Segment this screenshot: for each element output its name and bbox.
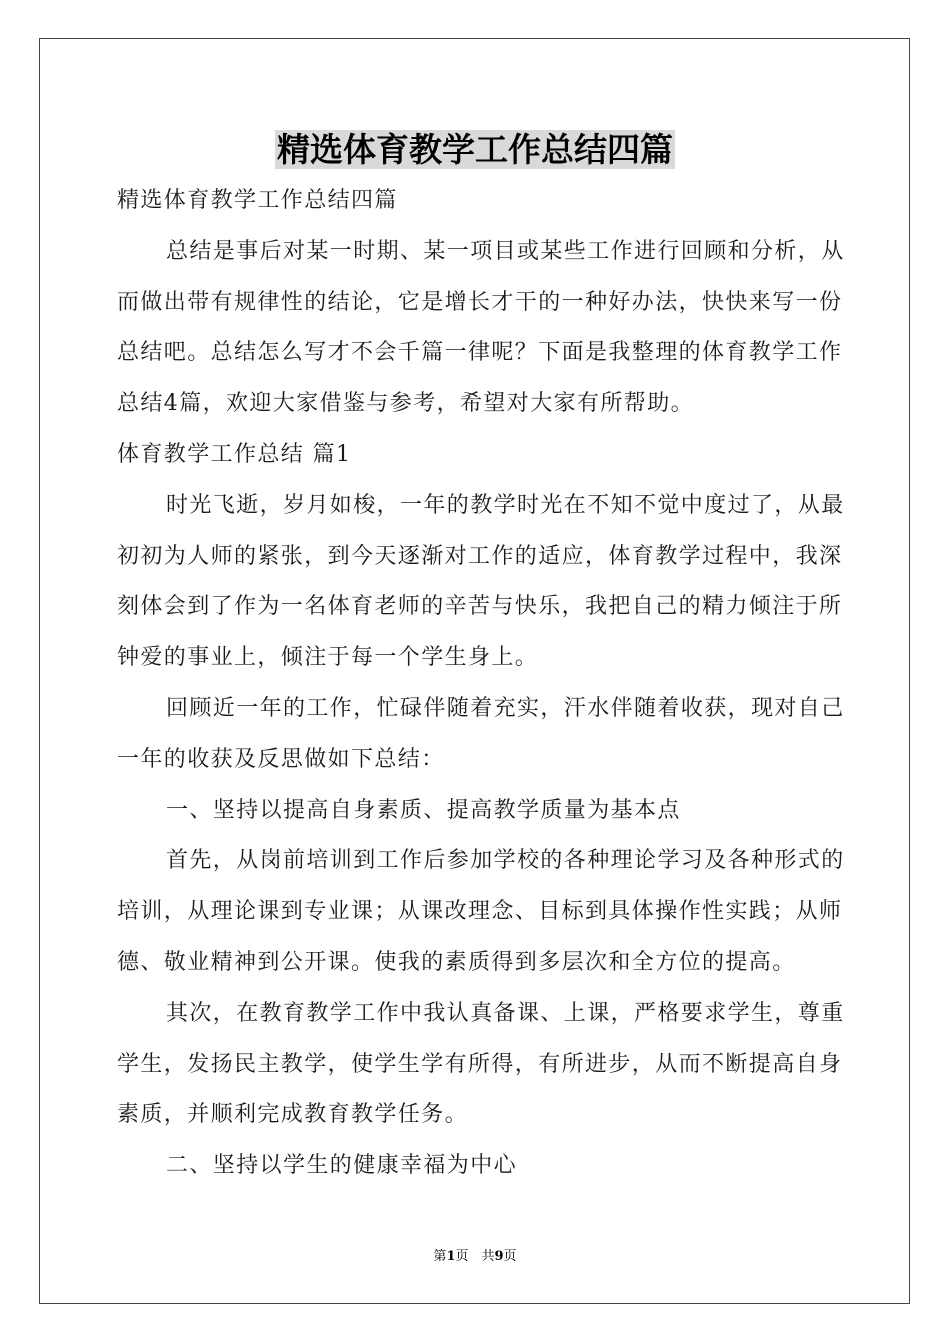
list-heading-2: 二、坚持以学生的健康幸福为中心	[166, 1153, 518, 1179]
page-total-number: 9	[494, 1249, 504, 1264]
page-suffix: 页	[503, 1249, 517, 1264]
paragraph: 时光飞逝，岁月如梭，一年的教学时光在不知不觉中度过了，从最初初为人师的紧张，到今天逐渐对工作的适应，体育教学过程中，我深刻体会到了作为一名体育老师的辛苦与快乐，我把自己的精力倾注于所钟爱的事业上，倾注于每一个学生身上。	[117, 492, 845, 671]
page-current-number: 1	[446, 1249, 456, 1264]
list-heading-1: 一、坚持以提高自身素质、提高教学质量为基本点	[166, 797, 681, 823]
section-heading-part-1: 体育教学工作总结 篇1	[117, 441, 352, 467]
page-prefix: 第	[433, 1249, 447, 1264]
paragraph-subtitle: 精选体育教学工作总结四篇	[117, 188, 398, 213]
document-body	[117, 176, 847, 1192]
document-title-text: 精选体育教学工作总结四篇	[277, 130, 673, 169]
paragraph: 其次，在教育教学工作中我认真备课、上课，严格要求学生，尊重学生，发扬民主教学，使学生学有所得，有所进步，从而不断提高自身素质，并顺利完成教育教学任务。	[117, 1000, 845, 1128]
document-title	[0, 122, 950, 178]
page-footer	[0, 1245, 950, 1264]
paragraph: 回顾近一年的工作，忙碌伴随着充实，汗水伴随着收获，现对自己一年的收获及反思做如下总结：	[117, 695, 845, 772]
paragraph: 首先，从岗前培训到工作后参加学校的各种理论学习及各种形式的培训，从理论课到专业课；从课改理念、目标到具体操作性实践；从师德、敬业精神到公开课。使我的素质得到多层次和全方位的提高。	[117, 848, 845, 975]
paragraph-intro: 总结是事后对某一时期、某一项目或某些工作进行回顾和分析，从而做出带有规律性的结论，它是增长才干的一种好办法，快快来写一份总结吧。总结怎么写才不会千篇一律呢？下面是我整理的体育教学工作总结4篇，欢迎大家借鉴与参考，希望对大家有所帮助。	[117, 238, 845, 417]
page-mid: 页 共	[455, 1249, 495, 1264]
